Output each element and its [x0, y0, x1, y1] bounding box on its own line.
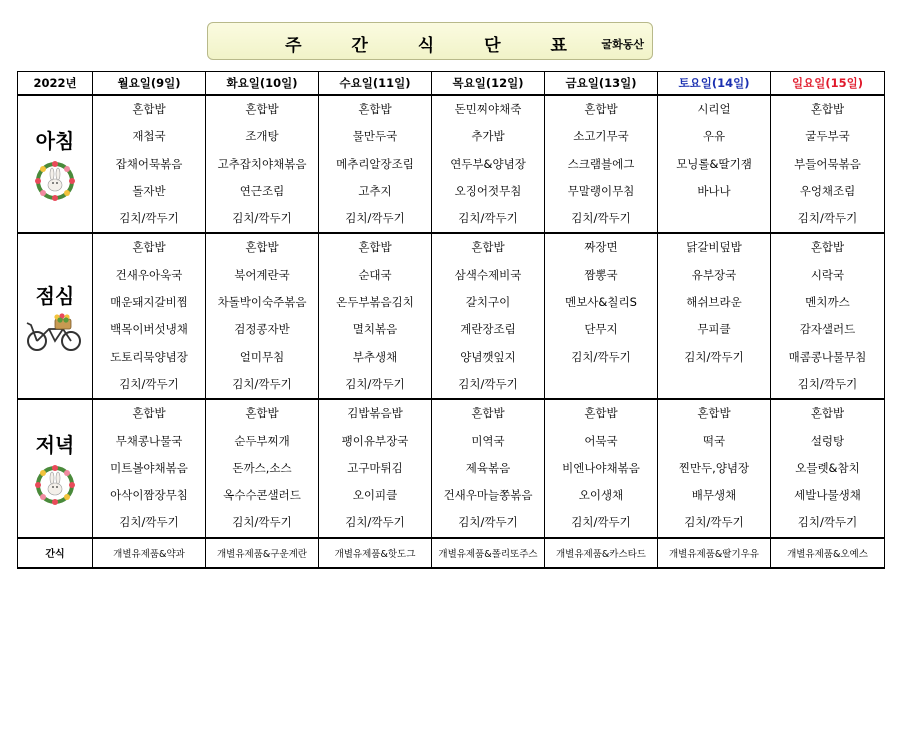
dish-item: 메추리알장조림 [336, 156, 414, 171]
menu-cell-fri [545, 95, 658, 233]
dish-item: 무피클 [697, 322, 731, 337]
snack-item-tue: 개별유제품&구운계란 [206, 538, 319, 568]
dish-item: 비엔나야채볶음 [562, 460, 640, 475]
dish-item: 혼합밥 [810, 240, 845, 255]
dish-item: 혼합밥 [245, 406, 279, 421]
menu-cell-thu [432, 95, 545, 233]
dish-item: 혼합밥 [471, 240, 505, 255]
dish-item: 김치/깍두기 [119, 515, 179, 530]
menu-cell-fri [545, 233, 658, 399]
dish-item: 김치/깍두기 [458, 515, 518, 530]
dish-item: 순두부찌개 [234, 433, 290, 448]
dish-item: 계란장조림 [460, 322, 516, 337]
menu-cell-sat [658, 399, 771, 537]
meal-label-cell [18, 399, 93, 537]
snack-label: 간식 [18, 538, 93, 568]
dish-item: 매운돼지갈비찜 [110, 295, 188, 310]
bunny-wreath-icon [32, 462, 78, 508]
title-box [207, 22, 653, 60]
dish-item: 혼합밥 [245, 102, 279, 116]
dish-item: 물만두국 [352, 129, 398, 144]
dish-item: 추가밥 [471, 129, 505, 144]
dish-item: 혼합밥 [810, 406, 845, 421]
dish-item: 김치/깍두기 [119, 211, 179, 226]
dish-item: 김치/깍두기 [797, 376, 858, 391]
dish-item: 오믈렛&참치 [795, 460, 860, 475]
snack-item-sun: 개별유제품&오예스 [771, 538, 885, 568]
dish-item: 설렁탕 [810, 433, 845, 448]
meal-row [18, 399, 885, 537]
dish-item: 소고기무국 [573, 129, 629, 144]
dish-item: 혼합밥 [471, 406, 505, 421]
dish-item: 도토리묵양념장 [110, 349, 188, 364]
menu-cell-tue [206, 233, 319, 399]
dish-item: 어묵국 [584, 433, 618, 448]
meal-row [18, 95, 885, 233]
meal-row [18, 233, 885, 399]
dish-item: 미역국 [471, 433, 505, 448]
dish-item: 옥수수콘샐러드 [223, 488, 301, 503]
dish-item: 스크램블에그 [567, 156, 635, 171]
bunny-wreath-icon [32, 158, 78, 204]
dish-item: 온두부볶음김치 [336, 295, 414, 310]
dish-item: 아삭이짬장무침 [110, 488, 188, 503]
dish-item: 김치/깍두기 [345, 211, 405, 226]
dish-item: 고구마튀김 [347, 460, 403, 475]
menu-cell-wed [319, 233, 432, 399]
dish-item: 혼합밥 [584, 406, 618, 421]
dish-item: 오징어젓무침 [454, 183, 522, 198]
dish-item: 돈까스,소스 [232, 460, 292, 475]
snack-item-wed: 개별유제품&핫도그 [319, 538, 432, 568]
dish-item: 연두부&양념장 [450, 156, 526, 171]
dish-item: 김치/깍두기 [571, 211, 631, 226]
meal-label-cell [18, 95, 93, 233]
dish-item: 고추잡치야채볶음 [217, 156, 307, 171]
dish-item: 건새우마늘쫑볶음 [443, 488, 533, 503]
snack-item-mon: 개별유제품&약과 [93, 538, 206, 568]
dish-item: 닭갈비덮밥 [686, 240, 742, 255]
dish-item: 짬뽕국 [584, 267, 618, 282]
dish-item: 부추생채 [352, 349, 398, 364]
dish-item: 돈민찌야채죽 [454, 102, 522, 116]
menu-cell-mon [93, 95, 206, 233]
dish-item: 김치/깍두기 [458, 376, 518, 391]
dish-item: 멘치까스 [805, 295, 850, 310]
dish-item: 부들어묵볶음 [794, 156, 861, 171]
dish-item: 무채콩나물국 [115, 433, 183, 448]
menu-cell-tue [206, 399, 319, 537]
menu-cell-sat [658, 233, 771, 399]
page-title: 주 간 식 단 표 [285, 36, 589, 56]
dish-item: 혼합밥 [132, 406, 166, 421]
dish-item: 김치/깍두기 [458, 211, 518, 226]
meal-name: 점심 [35, 283, 75, 308]
snack-item-fri: 개별유제품&카스타드 [545, 538, 658, 568]
dish-item: 해쉬브라운 [686, 295, 742, 310]
dish-item: 찐만두,양념장 [678, 460, 750, 475]
dish-item: 오이피클 [352, 488, 398, 503]
dish-item: 시락국 [810, 267, 845, 282]
dish-item: 백목이버섯냉채 [110, 322, 188, 337]
dish-item: 고추지 [358, 183, 392, 198]
dish-item: 김치/깍두기 [571, 349, 631, 364]
dish-item: 모닝롤&딸기잼 [676, 156, 752, 171]
menu-cell-fri [545, 399, 658, 537]
dish-item: 짜장면 [584, 240, 618, 255]
meal-label-cell [18, 233, 93, 399]
day-header-thu: 목요일(12일) [432, 72, 545, 96]
meal-name: 저녁 [35, 433, 75, 457]
menu-cell-mon [93, 399, 206, 537]
dish-item: 갈치구이 [465, 295, 511, 310]
dish-item: 우엉채조림 [799, 183, 856, 198]
dish-item [545, 371, 657, 398]
snack-row [18, 538, 885, 568]
menu-cell-wed [319, 95, 432, 233]
dish-item: 혼합밥 [697, 406, 731, 421]
menu-cell-thu [432, 399, 545, 537]
dish-item: 김치/깍두기 [232, 515, 292, 530]
dish-item: 단무지 [584, 322, 618, 337]
year-header: 2022년 [18, 72, 93, 96]
dish-item: 미트볼야채볶음 [110, 460, 188, 475]
dish-item: 삼색수제비국 [454, 267, 522, 282]
dish-item: 얼미무침 [239, 349, 285, 364]
dish-item: 김치/깍두기 [797, 515, 858, 530]
day-header-tue: 화요일(10일) [206, 72, 319, 96]
dish-item: 건새우아욱국 [115, 267, 183, 282]
menu-cell-mon [93, 233, 206, 399]
dish-item: 세발나물생채 [794, 488, 861, 503]
menu-cell-thu [432, 233, 545, 399]
day-header-sun: 일요일(15일) [771, 72, 885, 96]
dish-item: 떡국 [702, 433, 726, 448]
dish-item: 김치/깍두기 [797, 211, 858, 226]
dish-item: 양념깻잎지 [460, 349, 516, 364]
dish-item: 김치/깍두기 [684, 515, 744, 530]
dish-item: 배무생채 [691, 488, 737, 503]
dish-item: 멸치볶음 [352, 322, 398, 337]
menu-cell-sun [771, 233, 885, 399]
dish-item: 김치/깍두기 [232, 376, 292, 391]
menu-cell-wed [319, 399, 432, 537]
day-header-wed: 수요일(11일) [319, 72, 432, 96]
dish-item: 굴두부국 [805, 129, 850, 144]
dish-item: 연근조림 [239, 183, 285, 198]
dish-item: 김밥볶음밥 [347, 406, 403, 421]
dish-item: 김치/깍두기 [571, 515, 631, 530]
snack-item-sat: 개별유제품&딸기우유 [658, 538, 771, 568]
dish-item: 김치/깍두기 [345, 376, 405, 391]
dish-item: 김치/깍두기 [119, 376, 179, 391]
dish-item: 제육볶음 [465, 460, 511, 475]
dish-item: 재첩국 [132, 129, 166, 144]
menu-cell-sun [771, 399, 885, 537]
dish-item: 차돌박이숙주볶음 [217, 295, 307, 310]
organization-name: 굴화동산 [601, 38, 644, 51]
dish-item: 시리얼 [697, 102, 731, 116]
dish-item: 혼합밥 [132, 240, 166, 255]
dish-item: 혼합밥 [584, 102, 618, 116]
header-row [18, 72, 885, 96]
dish-item: 조개탕 [245, 129, 279, 144]
dish-item: 팽이유부장국 [341, 433, 409, 448]
dish-item: 김치/깍두기 [232, 211, 292, 226]
dish-item: 혼합밥 [810, 102, 845, 116]
dish-item: 오이생채 [578, 488, 624, 503]
day-header-mon: 월요일(9일) [93, 72, 206, 96]
dish-item: 바나나 [697, 183, 731, 198]
dish-item: 감자샐러드 [799, 322, 856, 337]
weekly-menu-table [17, 71, 885, 569]
dish-item: 김치/깍두기 [345, 515, 405, 530]
bicycle-flower-icon [25, 313, 85, 353]
dish-item: 북어계란국 [234, 267, 290, 282]
dish-item: 무말랭이무침 [567, 183, 635, 198]
dish-item: 순대국 [358, 267, 392, 282]
dish-item: 혼합밥 [358, 102, 392, 116]
dish-item: 유부장국 [691, 267, 737, 282]
dish-item: 잡채어묵볶음 [115, 156, 183, 171]
menu-cell-sat [658, 95, 771, 233]
dish-item: 멘보사&칠리S [565, 295, 637, 310]
dish-item [658, 205, 770, 232]
dish-item: 혼합밥 [245, 240, 279, 255]
day-header-fri: 금요일(13일) [545, 72, 658, 96]
dish-item: 검정콩자반 [234, 322, 290, 337]
dish-item: 혼합밥 [132, 102, 166, 116]
dish-item: 매콤콩나물무침 [788, 349, 867, 364]
dish-item: 혼합밥 [358, 240, 392, 255]
meal-name: 아침 [35, 128, 75, 153]
dish-item: 우유 [702, 129, 726, 144]
dish-item: 돌자반 [132, 183, 166, 198]
menu-cell-tue [206, 95, 319, 233]
menu-cell-sun [771, 95, 885, 233]
dish-item [658, 371, 770, 398]
dish-item: 김치/깍두기 [684, 349, 744, 364]
day-header-sat: 토요일(14일) [658, 72, 771, 96]
snack-item-thu: 개별유제품&폴리또주스 [432, 538, 545, 568]
